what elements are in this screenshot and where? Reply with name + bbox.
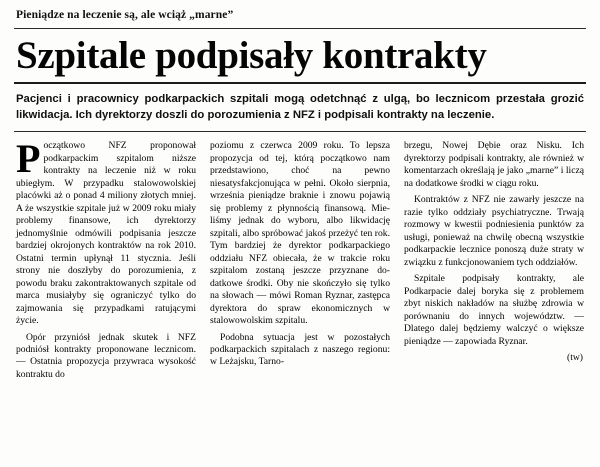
article-body [14,136,586,402]
paragraph: Opór przyniósł jednak skutek i NFZ podniósł kontrakty proponowane lecznicom. — Ostatnia propozycja przywraca wysokość kontraktu do [16,331,196,380]
paragraph: Podobna sytuacja jest w pozostałych podkarpackich szpitalach z naszego regionu: w Leżajsku, Tarno- [210,331,390,368]
paragraph: Szpitale podpisały kontrakty, ale Podkarpacie dalej boryka się z problemem zbyt niskich nakładów na służbę zdrowia w porównaniu do innych województw. — Dlatego dalej będziemy walczyć o większe pieniądze — zapowiada Ryznar. [404,273,584,347]
article-column-1 [16,136,196,402]
paragraph: poziomu z czerwca 2009 roku. To lepsza propozycja od tej, którą początkowo nam przedstawiono, choć na pewno niesatysfakcjonująca w pełni. Około sierpnia, września pieniądze braknie i znowu pojawią się problemy z płynnością finansową. Mieliśmy jednak do wyboru, albo likwidację szpitali, albo spróbować jakoś przeżyć ten rok. Tym bardziej że dyrektor podkarpackiego oddziału NFZ obiecała, że w trakcie roku szpitalom zostaną jeszcze przyznane dodatkowe środki. Oby nie skończyło się tylko na słowach — mówi Roman Ryznar, zastępca dyrektora do spraw ekonomicznych w stalowowolskim szpitalu. [210,140,390,327]
paragraph: brzegu, Nowej Dębie oraz Nisku. Ich dyrektorzy podpisali kontrakty, ale również w komentarzach określają je jako „marne” i liczą na dodatkowe środki w ciągu roku. [404,140,584,189]
paragraph-text: oczątkowo NFZ proponował podkarpackim szpitalom niższe kontrakty na leczenie niż w roku ubiegłym. W przypadku stalowowolskiej placówki aż o ponad 4 miliony złotych mniej. A że wszystkie szpitale już w 2009 roku miały problemy finansowe, ich dyrektorzy jednomyślnie odmówili podpisania jeszcze bardziej okrojonych kontraktów na rok 2010. Ostatni termin upłynął 11 stycznia. Jeśli strony nie doszłyby do porozumienia, z powodu braku zakontraktowanych szpitale od marca musiałyby się ograniczyć tylko do zajmowania się przypadkami ratującymi życie. [16,140,196,327]
article-kicker: Pieniądze na leczenie są, ale wciąż „marne” [16,9,234,21]
paragraph [16,136,196,327]
divider-top [14,28,586,29]
article-lead: Pacjenci i pracownicy podkarpackich szpitali mogą odetchnąć z ulgą, bo lecznicom przestała grozić likwidacja. Ich dyrektorzy doszli do porozumienia z NFZ i podpisali kontrakty na leczenie. [16,93,584,122]
paragraph: Kontraktów z NFZ nie zawarły jeszcze na razie tylko oddziały psychiatryczne. Trwają rozmowy w kwestii podniesienia punktów za usługi, ponieważ na chwilę obecną wszystkie podkarpackie lecznice ponoszą duże straty w związku z funkcjonowaniem tych oddziałów. [404,194,584,268]
article-headline: Szpitale podpisały kontrakty [16,33,487,77]
divider-lead [14,131,586,132]
drop-cap: P [16,136,41,182]
article-column-3 [404,140,584,402]
divider-headline [14,82,586,84]
article-byline: (tw) [567,351,583,363]
article-column-2 [210,140,390,402]
